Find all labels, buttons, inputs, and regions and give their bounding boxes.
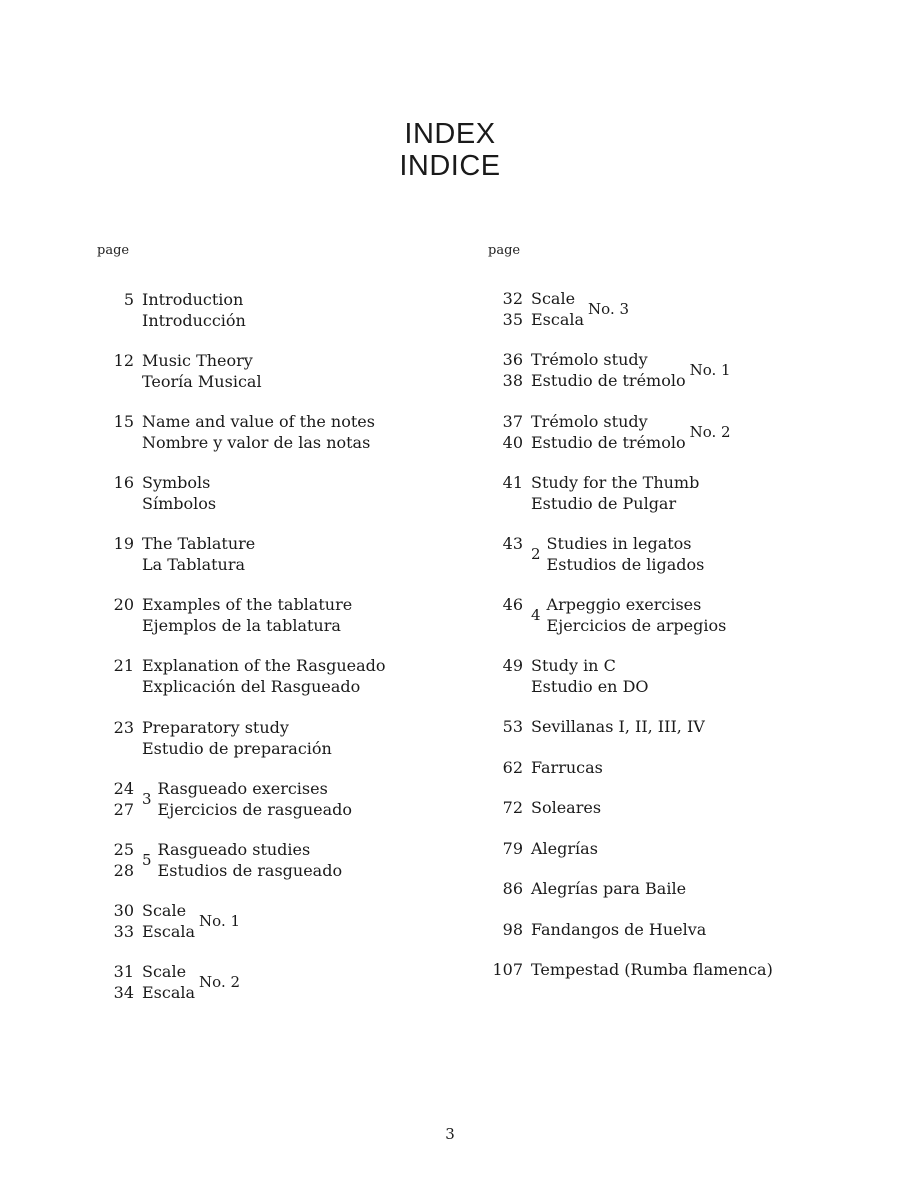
entry-page: 5 <box>123 290 134 309</box>
entry-page: 12 <box>113 351 134 370</box>
entry-number-tag: No. 2 <box>199 973 241 992</box>
entry-title-es: Ejercicios de arpegios <box>546 615 727 635</box>
entry-title: Alegrías para Baile <box>531 879 687 898</box>
entry-title-es: Escala <box>142 982 196 1002</box>
entry-title-en: Music Theory <box>142 351 253 370</box>
index-entry <box>491 656 649 697</box>
entry-title-es: Estudio en DO <box>531 676 649 696</box>
entry-title-es: Estudio de trémolo <box>531 432 686 452</box>
index-entry <box>102 718 332 759</box>
entry-title-en: Scale <box>142 901 187 920</box>
index-entry-group <box>102 840 342 881</box>
entry-number-tag: No. 2 <box>689 423 731 442</box>
index-entry-group <box>102 779 352 820</box>
entry-title-en: Trémolo study <box>531 350 648 369</box>
entry-page: 30 <box>113 901 134 920</box>
index-entry <box>102 534 255 575</box>
index-entry <box>491 920 706 941</box>
entry-title-es: Estudios de ligados <box>546 554 705 574</box>
entry-title: Tempestad (Rumba flamenca) <box>531 960 773 979</box>
entry-title: Soleares <box>531 798 602 817</box>
index-entry <box>491 879 686 900</box>
entry-page: 32 <box>502 289 523 308</box>
index-entry-group <box>491 534 704 575</box>
index-entry-group <box>491 595 726 636</box>
entry-title-en: Rasgueado studies <box>157 840 311 859</box>
entry-title-es: Explicación del Rasgueado <box>142 676 361 696</box>
entry-title-en: Symbols <box>142 473 211 492</box>
entry-page: 79 <box>502 839 523 858</box>
index-entry-group <box>102 962 240 1003</box>
page-label-right: page <box>488 243 521 258</box>
entry-title-en: Study in C <box>531 656 616 675</box>
index-entry <box>102 656 386 697</box>
entry-page: 46 <box>502 595 523 614</box>
entry-count: 5 <box>142 851 152 870</box>
entry-page: 21 <box>113 656 134 675</box>
entry-title-en: Explanation of the Rasgueado <box>142 656 386 675</box>
entry-page: 34 <box>113 982 134 1002</box>
entry-page: 49 <box>502 656 523 675</box>
entry-title: Farrucas <box>531 758 603 777</box>
entry-page: 98 <box>502 920 523 939</box>
entry-page: 107 <box>492 960 523 979</box>
index-entry <box>102 290 246 331</box>
entry-title-en: Trémolo study <box>531 412 648 431</box>
entry-page: 27 <box>113 799 134 819</box>
entry-page: 41 <box>502 473 523 492</box>
entry-title-es: Ejercicios de rasgueado <box>157 799 353 819</box>
index-entry <box>102 473 216 514</box>
entry-page: 38 <box>502 370 523 390</box>
entry-title-en: Rasgueado exercises <box>157 779 328 798</box>
indice-title: INDICE <box>399 150 501 182</box>
entry-title-en: Name and value of the notes <box>142 412 375 431</box>
entry-page: 40 <box>502 432 523 452</box>
entry-page: 25 <box>113 840 134 859</box>
entry-title-en: Arpeggio exercises <box>546 595 702 614</box>
index-entry <box>491 839 598 860</box>
entry-title-es: Estudio de Pulgar <box>531 493 677 513</box>
index-entry-group <box>102 901 240 942</box>
entry-title-es: Estudio de preparación <box>142 738 332 758</box>
entry-title-en: Examples of the tablature <box>142 595 353 614</box>
entry-title-es: Ejemplos de la tablatura <box>142 615 341 635</box>
entry-title-en: Study for the Thumb <box>531 473 700 492</box>
index-entry <box>491 473 699 514</box>
entry-page: 62 <box>502 758 523 777</box>
index-entry <box>102 412 375 453</box>
entry-page: 86 <box>502 879 523 898</box>
entry-title-es: Estudios de rasgueado <box>157 860 343 880</box>
entry-page: 20 <box>113 595 134 614</box>
entry-count: 2 <box>531 545 541 564</box>
entry-number-tag: No. 3 <box>588 300 630 319</box>
entry-page: 31 <box>113 962 134 981</box>
entry-count: 4 <box>531 606 541 625</box>
entry-number-tag: No. 1 <box>199 912 241 931</box>
entry-title-es: Símbolos <box>142 493 217 513</box>
entry-title: Sevillanas I, II, III, IV <box>531 717 705 736</box>
entry-title-es: Escala <box>531 309 585 329</box>
entry-page: 15 <box>113 412 134 431</box>
entry-page: 72 <box>502 798 523 817</box>
entry-page: 16 <box>113 473 134 492</box>
index-entry-group <box>491 350 731 391</box>
entry-page: 35 <box>502 309 523 329</box>
entry-title-es: Introducción <box>142 310 246 330</box>
index-entry <box>491 960 773 981</box>
entry-page: 24 <box>113 779 134 798</box>
index-title: INDEX <box>404 118 496 150</box>
index-entry <box>102 595 352 636</box>
entry-title-es: La Tablatura <box>142 554 246 574</box>
entry-page: 28 <box>113 860 134 880</box>
index-entry <box>491 798 601 819</box>
index-entry <box>102 351 262 392</box>
entry-title-en: Introduction <box>142 290 244 309</box>
entry-page: 37 <box>502 412 523 431</box>
entry-title-en: Preparatory study <box>142 718 289 737</box>
entry-page: 36 <box>502 350 523 369</box>
entry-page: 23 <box>113 718 134 737</box>
index-entry-group <box>491 412 731 453</box>
entry-title-es: Nombre y valor de las notas <box>142 432 371 452</box>
page-number: 3 <box>445 1125 455 1143</box>
index-entry <box>491 758 603 779</box>
index-entry-group <box>491 289 629 330</box>
entry-title-en: The Tablature <box>142 534 256 553</box>
entry-number-tag: No. 1 <box>689 361 731 380</box>
entry-page: 19 <box>113 534 134 553</box>
entry-title-es: Teoría Musical <box>142 371 262 391</box>
index-entry <box>491 717 705 738</box>
page-label-left: page <box>97 243 130 258</box>
entry-page: 33 <box>113 921 134 941</box>
entry-title-en: Scale <box>531 289 576 308</box>
entry-title: Alegrías <box>531 839 598 858</box>
entry-title-en: Scale <box>142 962 187 981</box>
entry-count: 3 <box>142 790 152 809</box>
entry-page: 53 <box>502 717 523 736</box>
entry-page: 43 <box>502 534 523 553</box>
entry-title-es: Estudio de trémolo <box>531 370 686 390</box>
entry-title-es: Escala <box>142 921 196 941</box>
entry-title-en: Studies in legatos <box>546 534 692 553</box>
entry-title: Fandangos de Huelva <box>531 920 707 939</box>
